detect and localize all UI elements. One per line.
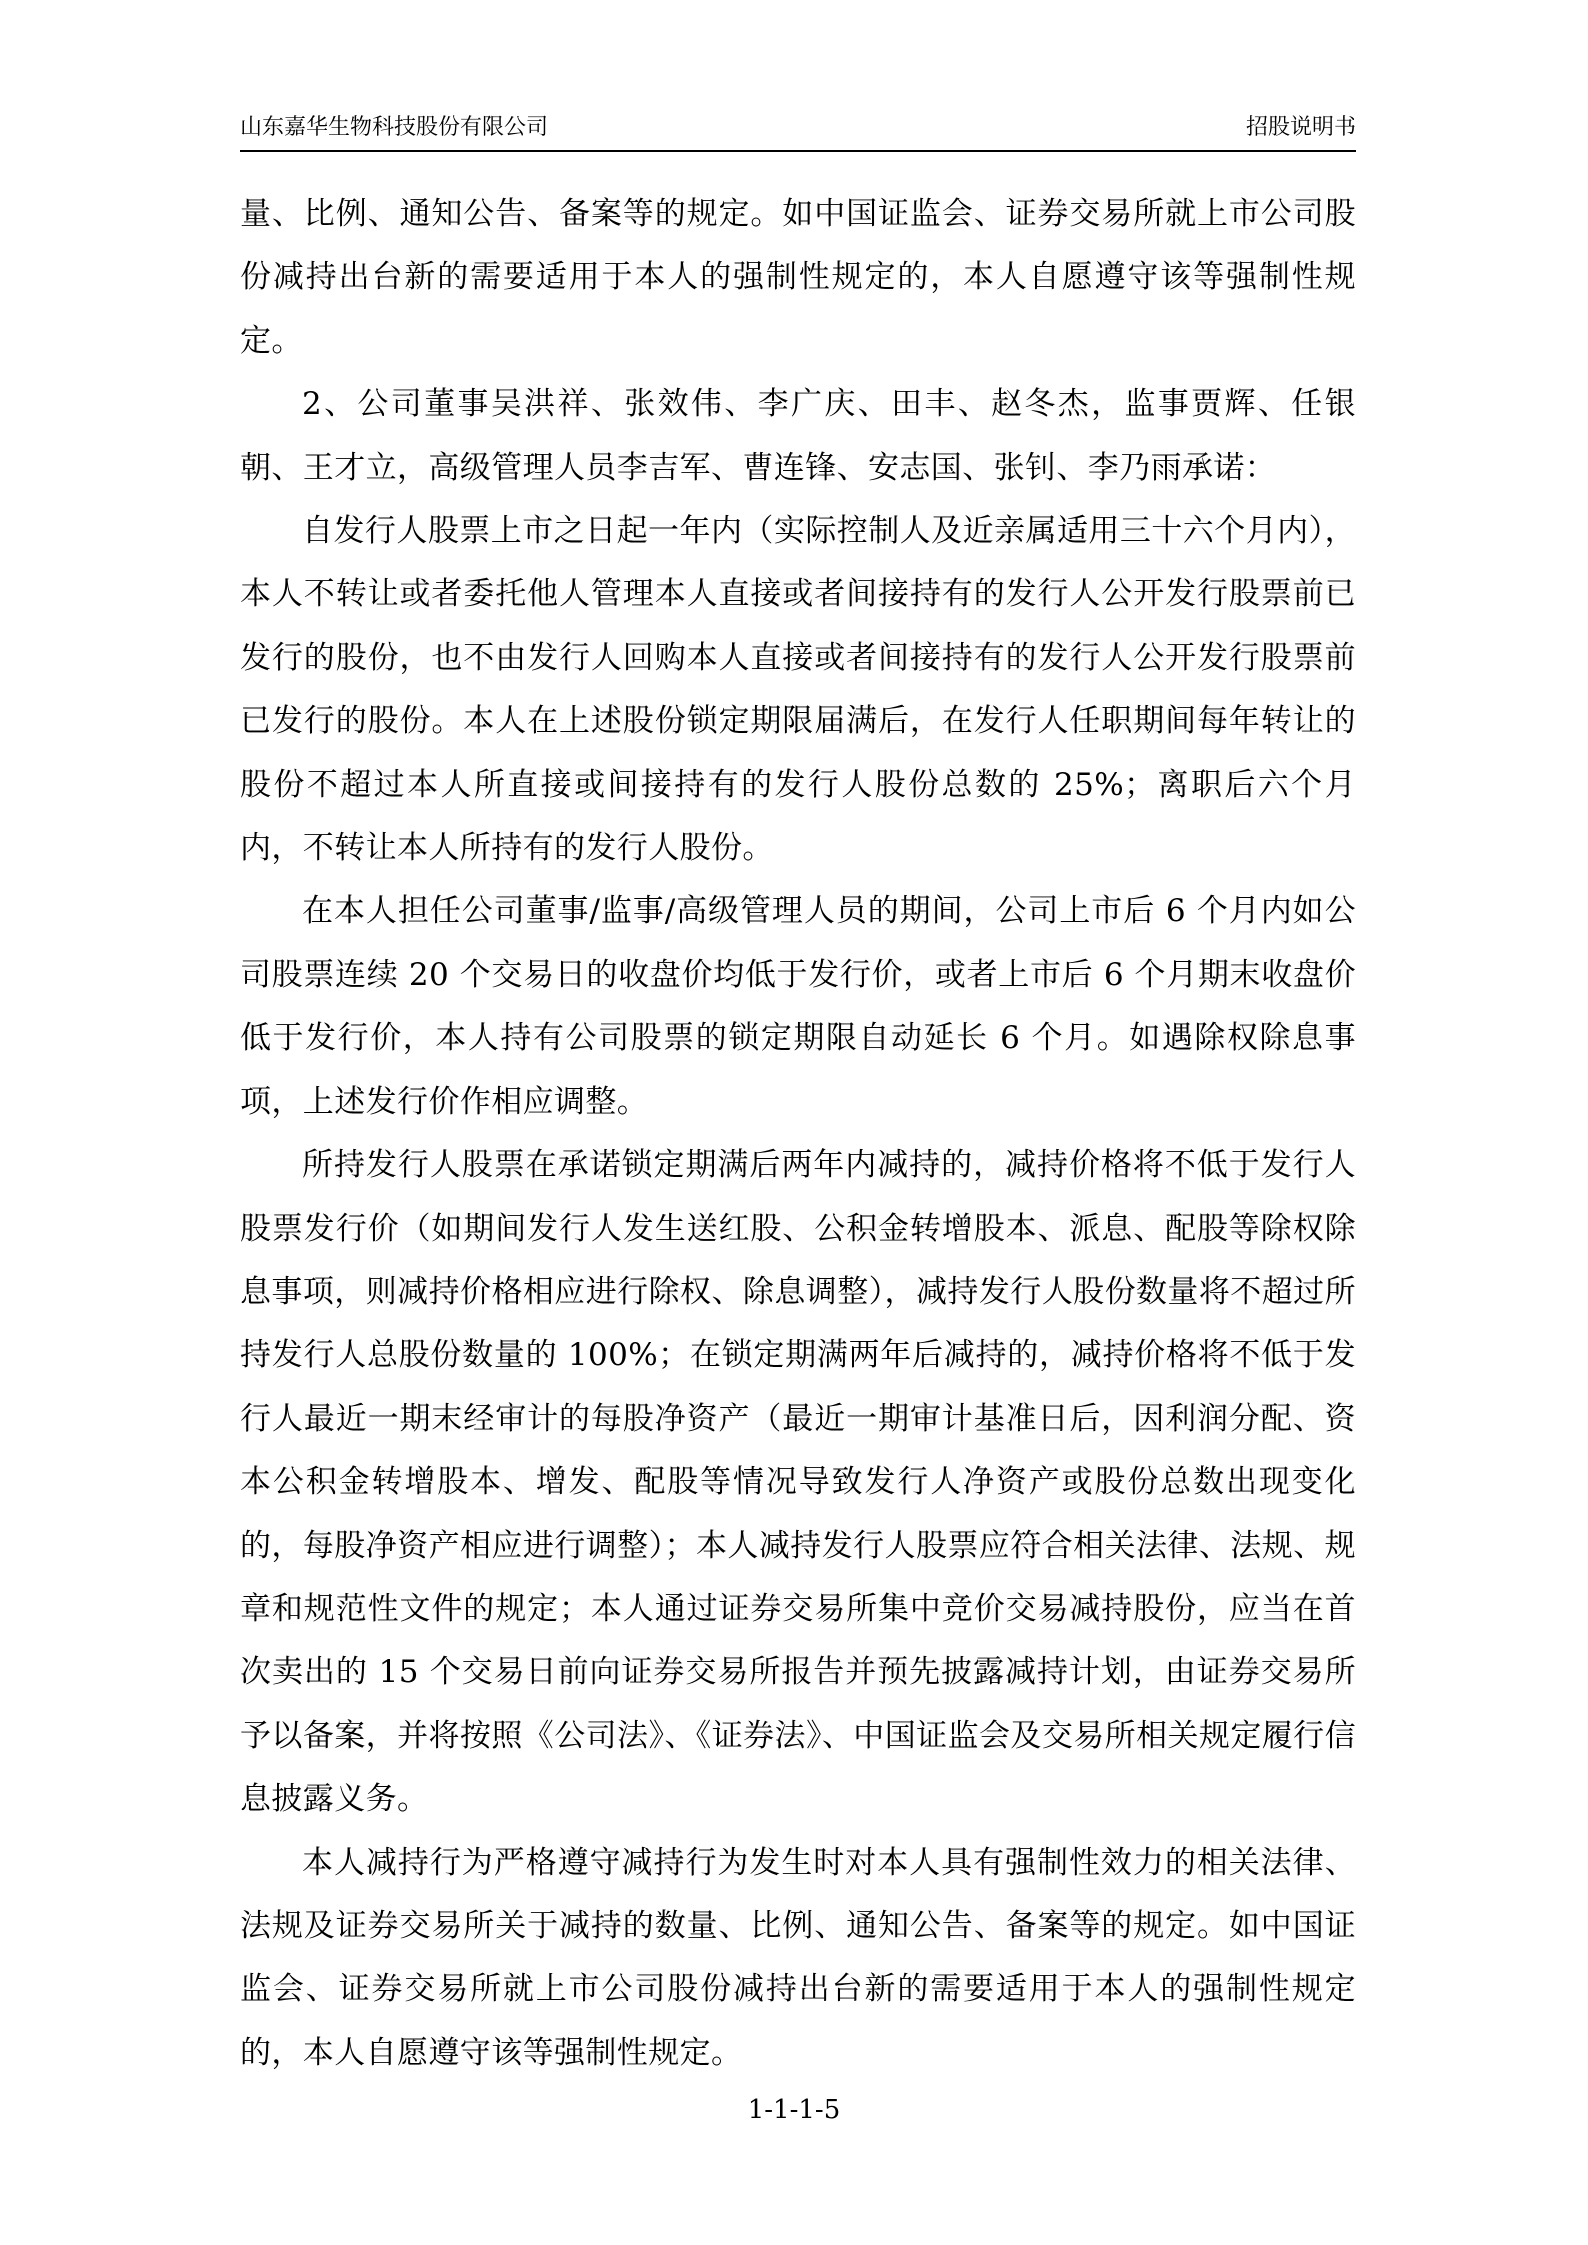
company-name: 山东嘉华生物科技股份有限公司 bbox=[240, 115, 549, 140]
page-number: 1-1-1-5 bbox=[747, 2095, 841, 2125]
paragraph-reduction-compliance: 本人减持行为严格遵守减持行为发生时对本人具有强制性效力的相关法律、法规及证券交易所关于减持的数量、比例、通知公告、备案等的规定。如中国证监会、证券交易所就上市公司股份减持出台新的需要适用于本人的强制性规定的，本人自愿遵守该等强制性规定。 bbox=[240, 1844, 1356, 2071]
paragraph-lockup-period: 自发行人股票上市之日起一年内（实际控制人及近亲属适用三十六个月内），本人不转让或者委托他人管理本人直接或者间接持有的发行人公开发行股票前已发行的股份，也不由发行人回购本人直接或者间接持有的发行人公开发行股票前已发行的股份。本人在上述股份锁定期限届满后，在发行人任职期间每年转让的股份不超过本人所直接或间接持有的发行人股份总数的 25%；离职后六个月内，不转让本人所持有的发行人股份。 bbox=[240, 513, 1356, 867]
document-title: 招股说明书 bbox=[1245, 115, 1356, 140]
paragraph-continuation: 量、比例、通知公告、备案等的规定。如中国证监会、证券交易所就上市公司股份减持出台新的需要适用于本人的强制性规定的，本人自愿遵守该等强制性规定。 bbox=[240, 196, 1356, 359]
paragraph-reduction-price: 所持发行人股票在承诺锁定期满后两年内减持的，减持价格将不低于发行人股票发行价（如期间发行人发生送红股、公积金转增股本、派息、配股等除权除息事项，则减持价格相应进行除权、除息调整），减持发行人股份数量将不超过所持发行人总股份数量的 100%；在锁定期满两年后减持的，减持价格将不低于发行人最近一期末经审计的每股净资产（最近一期审计基准日后，因利润分配、资本公积金转增股本、增发、配股等情况导致发行人净资产或股份总数出现变化的，每股净资产相应进行调整）；本人减持发行人股票应符合相关法律、法规、规章和规范性文件的规定；本人通过证券交易所集中竞价交易减持股份，应当在首次卖出的 15 个交易日前向证券交易所报告并预先披露减持计划，由证券交易所予以备案，并将按照《公司法》、《证券法》、中国证监会及交易所相关规定履行信息披露义务。 bbox=[240, 1147, 1356, 1818]
paragraph-commitment-intro: 2、公司董事吴洪祥、张效伟、李广庆、田丰、赵冬杰，监事贾辉、任银朝、王才立，高级管理人员李吉军、曹连锋、安志国、张钊、李乃雨承诺： bbox=[240, 386, 1356, 486]
document-body bbox=[240, 183, 1356, 2085]
paragraph-lockup-extension: 在本人担任公司董事/监事/高级管理人员的期间，公司上市后 6 个月内如公司股票连续 20 个交易日的收盘价均低于发行价，或者上市后 6 个月期末收盘价低于发行价，本人持有公司股票的锁定期限自动延长 6 个月。如遇除权除息事项，上述发行价作相应调整。 bbox=[240, 893, 1356, 1120]
page-header bbox=[240, 110, 1356, 152]
